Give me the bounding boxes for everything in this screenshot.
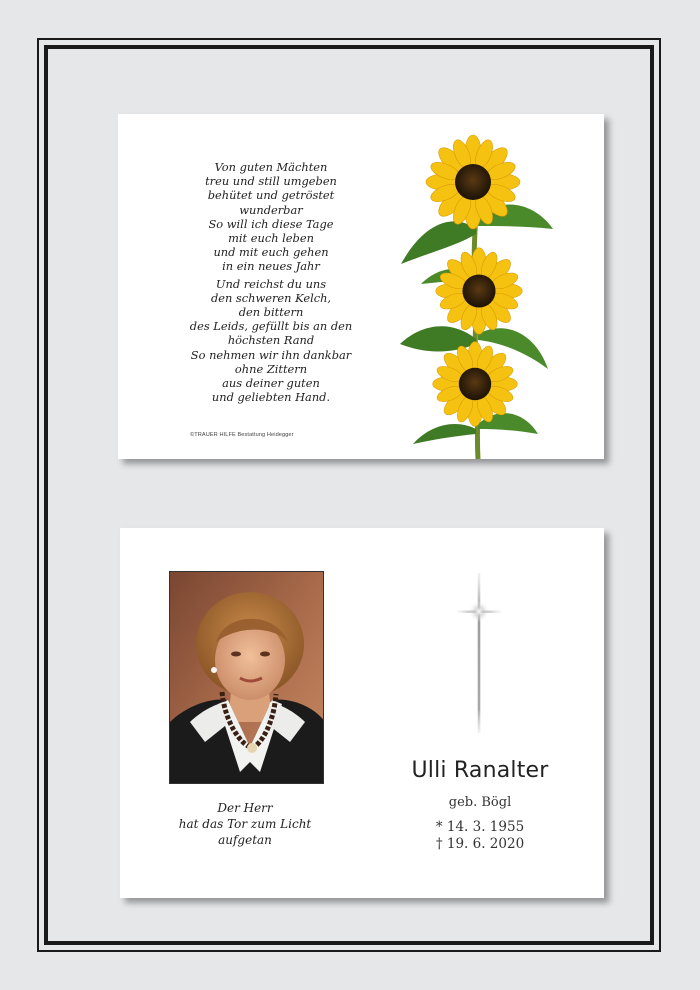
verse-line: hat das Tor zum Licht <box>178 817 312 831</box>
poem-line: treu und still umgeben <box>205 174 337 189</box>
poem-line: So will ich diese Tage <box>208 216 334 231</box>
sunflower-top <box>426 135 520 229</box>
maiden-name: geb. Bögl <box>448 795 512 810</box>
sunflower-image <box>396 134 556 459</box>
poem <box>158 160 384 404</box>
poem-line: in ein neues Jahr <box>222 259 320 274</box>
cross-icon <box>455 573 503 733</box>
portrait-photo <box>169 571 324 784</box>
death-date: † 19. 6. 2020 <box>435 836 525 852</box>
poem-line: Und reichst du uns <box>215 276 327 291</box>
memorial-card <box>120 528 604 898</box>
life-dates <box>420 819 540 853</box>
poem-line: mit euch leben <box>228 231 314 246</box>
poem-line: wunderbar <box>239 202 303 217</box>
poem-line: behütet und getröstet <box>207 188 335 203</box>
portrait-image <box>170 572 324 784</box>
deceased-name: Ulli Ranalter <box>411 758 549 783</box>
verse <box>174 800 316 848</box>
poem-line: den schweren Kelch, <box>210 290 332 305</box>
poem-line: und mit euch gehen <box>213 245 329 260</box>
poem-card <box>118 114 604 459</box>
poem-line: aus deiner guten <box>222 376 320 391</box>
verse-line: aufgetan <box>218 833 272 847</box>
poem-line: höchsten Rand <box>227 333 315 348</box>
poem-line: ohne Zittern <box>234 361 308 376</box>
sunflower-bottom <box>433 342 518 427</box>
poem-line: den bittern <box>238 305 304 320</box>
poem-line: So nehmen wir ihn dankbar <box>190 347 352 362</box>
sunflower-middle <box>436 248 522 334</box>
credit-text: ©TRAUER HILFE Bestattung Heidegger <box>190 432 294 438</box>
poem-line: und geliebten Hand. <box>211 390 331 405</box>
birth-date: * 14. 3. 1955 <box>435 819 525 835</box>
verse-line: Der Herr <box>217 801 273 815</box>
poem-line: des Leids, gefüllt bis an den <box>189 319 353 334</box>
poem-line: Von guten Mächten <box>214 160 328 174</box>
